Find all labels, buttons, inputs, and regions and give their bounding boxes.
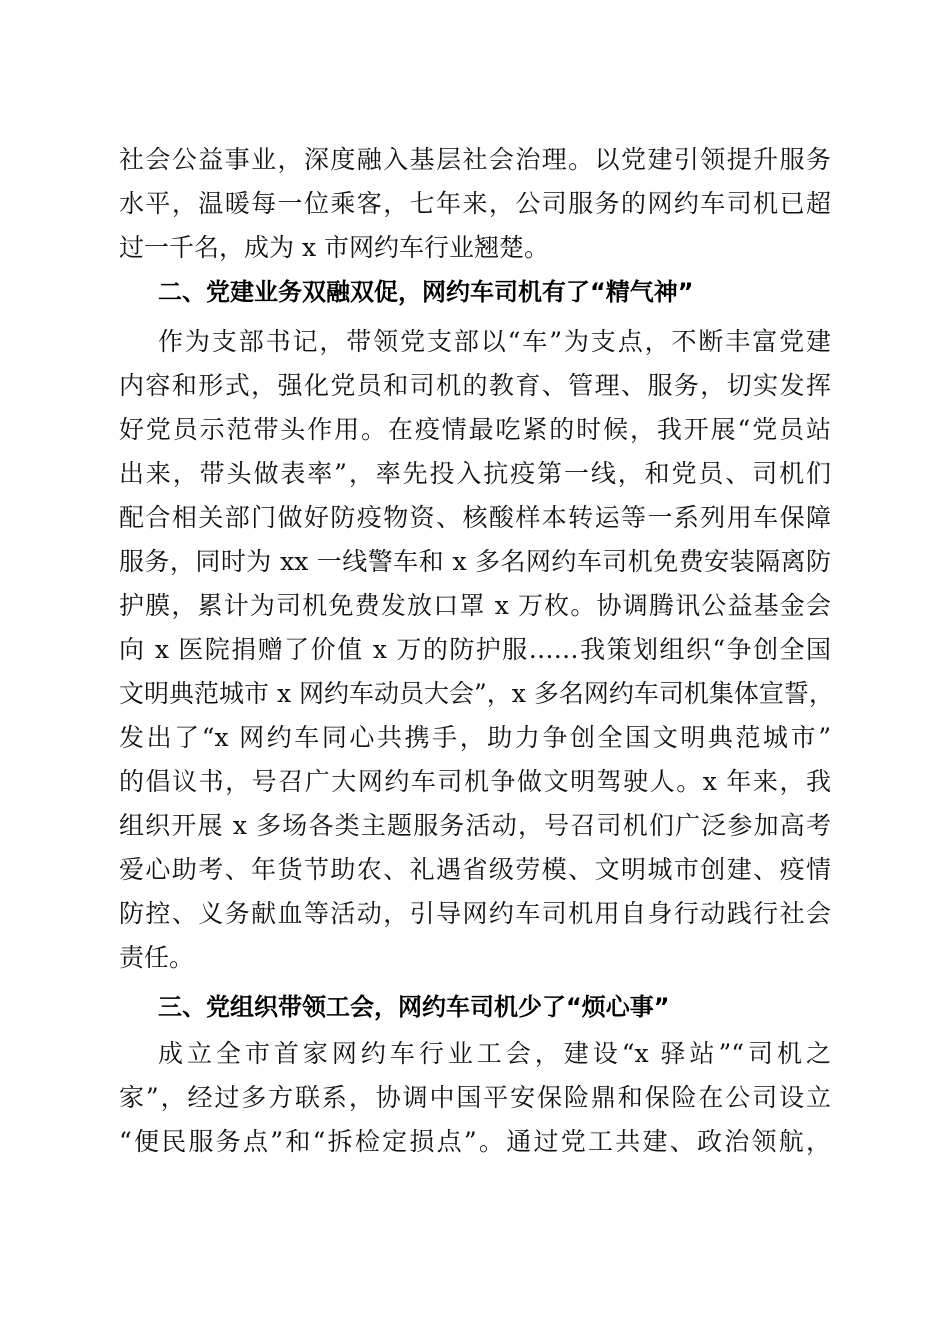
paragraph-line: 作为支部书记，带领党支部以“车”为支点，不断丰富党建	[158, 327, 831, 356]
paragraph-line: “便民服务点”和“拆检定损点”。通过党工共建、政治领航，	[119, 1127, 831, 1156]
paragraph-line: 向 x 医院捐赠了价值 x 万的防护服……我策划组织“争创全国	[119, 635, 831, 664]
paragraph-line: 文明典范城市 x 网约车动员大会”，x 多名网约车司机集体宣誓，	[119, 679, 834, 708]
section-heading-3: 三、党组织带领工会，网约车司机少了“烦心事”	[158, 993, 670, 1021]
paragraph-line: 社会公益事业，深度融入基层社会治理。以党建引领提升服务	[119, 145, 831, 174]
paragraph-line: 责任。	[119, 943, 195, 972]
paragraph-line: 水平，温暖每一位乘客，七年来，公司服务的网约车司机已超	[119, 189, 831, 218]
paragraph-line: 成立全市首家网约车行业工会，建设“x 驿站”“司机之	[158, 1039, 831, 1068]
paragraph-line: 服务，同时为 xx 一线警车和 x 多名网约车司机免费安装隔离防	[119, 547, 831, 576]
paragraph-line: 好党员示范带头作用。在疫情最吃紧的时候，我开展“党员站	[119, 415, 831, 444]
paragraph-line: 过一千名，成为 x 市网约车行业翘楚。	[119, 233, 549, 262]
paragraph-line: 出来，带头做表率”，率先投入抗疫第一线，和党员、司机们	[119, 459, 831, 488]
paragraph-line: 组织开展 x 多场各类主题服务活动，号召司机们广泛参加高考	[119, 811, 831, 840]
paragraph-line: 防控、义务献血等活动，引导网约车司机用自身行动践行社会	[119, 899, 831, 928]
paragraph-line: 爱心助考、年货节助农、礼遇省级劳模、文明城市创建、疫情	[119, 855, 831, 884]
paragraph-line: 的倡议书，号召广大网约车司机争做文明驾驶人。x 年来，我	[119, 767, 831, 796]
paragraph-line: 发出了“x 网约车同心共携手，助力争创全国文明典范城市”	[119, 723, 831, 752]
paragraph-line: 家”，经过多方联系，协调中国平安保险鼎和保险在公司设立	[119, 1083, 831, 1112]
paragraph-line: 护膜，累计为司机免费发放口罩 x 万枚。协调腾讯公益基金会	[119, 591, 831, 620]
paragraph-line: 内容和形式，强化党员和司机的教育、管理、服务，切实发挥	[119, 371, 831, 400]
paragraph-line: 配合相关部门做好防疫物资、核酸样本转运等一系列用车保障	[119, 503, 831, 532]
section-heading-2: 二、党建业务双融双促，网约车司机有了“精气神”	[158, 278, 694, 306]
